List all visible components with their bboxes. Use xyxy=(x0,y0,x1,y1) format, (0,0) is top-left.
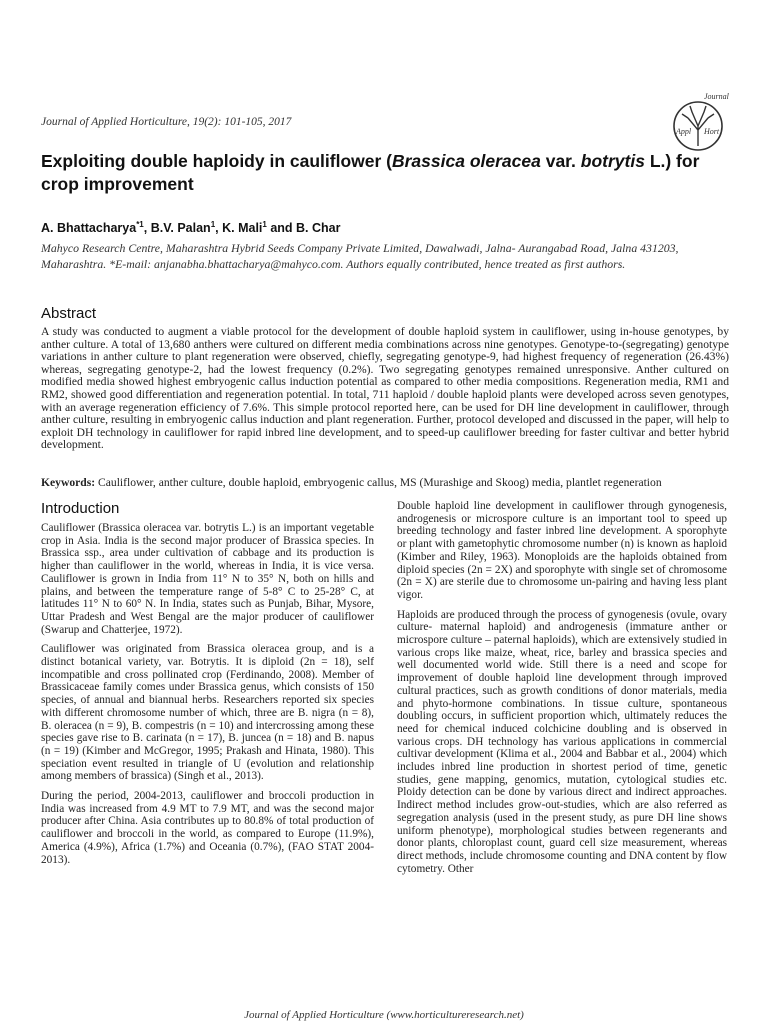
author-affiliation-mark: 1 xyxy=(262,220,267,229)
author-name: K. Mali xyxy=(222,221,263,236)
paragraph: Haploids are produced through the process of gynogenesis (ovule, ovary culture- maternal haploid) and androgenesis (immature anther or microspore culture – paternal haploids), which are extensively studied in various crops like maize, wheat, rice, barley and brassica species and well documented world wide. Still there is a need and scope for improvement of double haploid line development through improved cultural practices, such as growth conditions of donor materials, media and phyto-hormone combinations. In tissue culture, spontaneous doubling occurs, in sufficient proportion which, ultimately reduces the need for chemical induced colchicine doubling and is observed in various crops. DH technology has various applications in commercial cultivar development (Klima et al., 2004 and Babbar et al., 2004) which includes inbred line production in shortest period of time, genetic studies, gene mapping, genomics, mutation, cytological studies etc. Ploidy detection can be done by various direct and indirect approaches. Indirect method includes grow-out-studies, which are also referred as segregation analysis (used in the present study, as pure DH line shows uniform phenotype), morphological studies between regenerants and donor plants, chloroplast count, guard cell size measurement, whereas direct methods, include chromosome counting and DNA content by flow cytometry. Other xyxy=(397,608,727,875)
keywords-label: Keywords: xyxy=(41,476,96,489)
svg-text:Hort: Hort xyxy=(704,127,720,136)
author-name: B. Char xyxy=(296,221,341,236)
paragraph: During the period, 2004-2013, cauliflower and broccoli production in India was increased from 4.9 MT to 7.9 MT, and was the second major producer after China. Asia contributes up to 80.8% of total production of cauliflower and broccoli in the world, as compared to Europe (11.9%), America (4.9%), Africa (1.7%) and Oceania (0.7%), (FAO STAT 2004-2013). xyxy=(41,790,374,866)
introduction-heading: Introduction xyxy=(41,500,120,517)
title-post: L.) for crop improvement xyxy=(41,151,700,194)
page-footer: Journal of Applied Horticulture (www.horticultureresearch.net) xyxy=(244,1009,524,1021)
introduction-left-column xyxy=(41,522,374,873)
paragraph: Cauliflower was originated from Brassica oleracea group, and is a distinct botanical variety, var. Botrytis. It is diploid (2n = 18), self incompatible and cross pollinated crop (Ferdinando, 2008). Member of Brassicaceae family comes under Brassica genus, which consists of 150 species, of annual and biannual herbs. Researchers reported six species with different chromosome number of which, three are B. nigra (n = 8), B. oleracea (n = 9), B. compestris (n = 10) and intercrossing among these species gave rise to B. carinata (n = 17), B. juncea (n = 18) and B. napus (n = 19) (Kimber and McGregor, 1995; Prakash and Hinata, 1980). This speciation event resulted in triangle of U (evolution and relationship among members of brassica) (Singh et al., 2013). xyxy=(41,643,374,783)
svg-text:Appl: Appl xyxy=(676,127,692,136)
paragraph: Double haploid line development in cauliflower through gynogenesis, androgenesis or microspore culture is an important tool to speed up breeding technology and faster inbred line development. A sporophyte or plant with gametophytic chromosome number (n) is known as haploid (Kimber and Riley, 1963). Monoploids are the haploids obtained from diploid species (2n = 2X) and sporophyte with single set of chromosome (2n = X) are sterile due to chromosome un-pairing and having less plant vigor. xyxy=(397,500,727,601)
svg-text:Journal: Journal xyxy=(704,92,729,101)
journal-tree-logo xyxy=(668,90,732,154)
keywords xyxy=(41,476,731,489)
author-name: A. Bhattacharya xyxy=(41,221,137,236)
affiliation: Mahyco Research Centre, Maharashtra Hybrid Seeds Company Private Limited, Dawalwadi, Jalna- Aurangabad Road, Jalna 431203, Maharashtra. *E-mail: anjanabha.bhattacharya@mahyco.com. Authors equally contributed, hence treated as first authors. xyxy=(41,241,679,271)
paragraph: Cauliflower (Brassica oleracea var. botrytis L.) is an important vegetable crop in Asia. India is the second major producer of Brassica species. In Brassica ssp., area under cultivation of cabbage and its production is higher than cauliflower in the world, whereas in India, it is vice versa. Cauliflower is grown in India from 11° N to 35° N, both on hills and plains, and between the temperature range of 5-8° C to 25-28° C, at latitudes 11° N to 60° N. In India, states such as Punjab, Bihar, Mysore, Uttar Pradesh and West Bengal are the major producer of cauliflower (Swarup and Chatterjee, 1972). xyxy=(41,522,374,636)
author-name: B.V. Palan xyxy=(150,221,211,236)
author-affiliation-mark: 1 xyxy=(210,220,216,229)
title-variety: botrytis xyxy=(580,151,645,171)
keywords-list: Cauliflower, anther culture, double haploid, embryogenic callus, MS (Murashige and Skoog) media, plantlet regeneration xyxy=(98,476,662,489)
abstract-text: A study was conducted to augment a viable protocol for the development of double haploid system in cauliflower, using in-house genotypes, by anther culture. A total of 13,680 anthers were cultured on different media combinations across nine genotypes. Genotype-to-(segregating) genotype variations in anther culture to plant regeneration were observed, chiefly, segregating genotype-9, had highest frequency of regeneration (26.43%) whereas, segregating genotype-2, had the lowest frequency (0.2%). Two segregating genotypes remained unresponsive. Anther cultured on modified media showed highest embryogenic callus induction potential as compared to other media compositions. Regeneration media, RM1 and RM2, showed good differentiation and regeneration potential. In total, 711 haploid / double haploid plants were developed across seven genotypes, with an average regeneration efficiency of 7.6%. This simple protocol reported here, can be used for DH line development in cauliflower, through anther culture, resulting in embryogenic callus induction and plant regeneration. Further, protocol developed and discussed in the paper, will help to exploit DH technology in cauliflower for rapid inbred line development, and to speed-up cauliflower breeding for faster cultivar and better hybrid development. xyxy=(41,325,729,452)
article-title xyxy=(41,150,741,196)
introduction-right-column xyxy=(397,500,727,882)
author-list: A. Bhattacharya$^{*1}$, B.V. Palan$^1$, K. Mali$^1$ and B. Char xyxy=(41,220,341,236)
author-affiliation-mark: *1 xyxy=(136,220,144,229)
journal-citation: Journal of Applied Horticulture, 19(2): 101-105, 2017 xyxy=(41,116,292,128)
title-pre: Exploiting double haploidy in cauliflower ( xyxy=(41,151,392,171)
title-species: Brassica oleracea xyxy=(391,151,541,171)
title-mid: var. xyxy=(540,151,581,171)
abstract-heading: Abstract xyxy=(41,305,97,322)
